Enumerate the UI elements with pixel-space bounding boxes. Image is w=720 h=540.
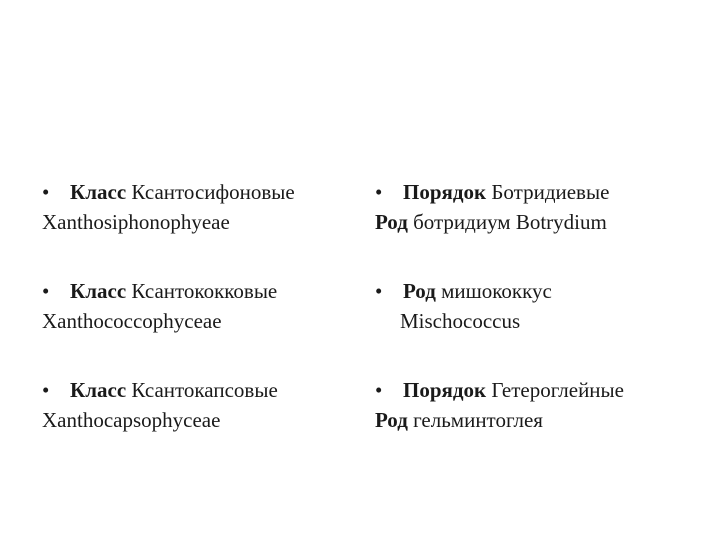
entry-heading xyxy=(42,375,352,405)
entry-sub-keyword: Род xyxy=(375,210,408,234)
bullet: • xyxy=(42,180,50,204)
order-entry xyxy=(375,375,705,435)
entry-sub-text: Mischococcus xyxy=(400,309,521,333)
order-entry xyxy=(375,177,705,237)
entry-keyword: Порядок xyxy=(403,378,487,402)
entry-sub-text: гельминтоглея xyxy=(413,408,543,432)
entry-name: Ботридиевые xyxy=(491,180,610,204)
entry-name: Ксантокапсовые xyxy=(131,378,278,402)
left-column xyxy=(42,177,352,474)
entry-latin: Xanthosiphonophyeae xyxy=(42,210,230,234)
entry-sub-keyword: Род xyxy=(375,408,408,432)
entry-name: Ксантосифоновые xyxy=(131,180,295,204)
bullet: • xyxy=(375,180,383,204)
entry-name: мишококкус xyxy=(441,279,552,303)
entry-heading xyxy=(42,177,352,207)
entry-latin: Xanthocapsophyceae xyxy=(42,408,221,432)
entry-keyword: Класс xyxy=(70,378,127,402)
right-column xyxy=(375,177,705,474)
entry-name: Гетероглейные xyxy=(491,378,624,402)
entry-sub-text: ботридиум Botrydium xyxy=(413,210,607,234)
entry-keyword: Класс xyxy=(70,279,127,303)
bullet: • xyxy=(42,279,50,303)
entry-heading xyxy=(375,276,705,306)
genus-entry xyxy=(375,276,705,336)
bullet: • xyxy=(42,378,50,402)
entry-keyword: Класс xyxy=(70,180,127,204)
entry-subline xyxy=(375,405,705,435)
entry-heading xyxy=(375,177,705,207)
entry-keyword: Род xyxy=(403,279,436,303)
entry-subline xyxy=(375,207,705,237)
bullet: • xyxy=(375,279,383,303)
entry-keyword: Порядок xyxy=(403,180,487,204)
entry-name: Ксантококковые xyxy=(131,279,278,303)
class-entry xyxy=(42,276,352,336)
entry-heading xyxy=(375,375,705,405)
bullet: • xyxy=(375,378,383,402)
class-entry xyxy=(42,375,352,435)
entry-latin: Xanthococcophyceae xyxy=(42,309,222,333)
class-entry xyxy=(42,177,352,237)
entry-heading xyxy=(42,276,352,306)
